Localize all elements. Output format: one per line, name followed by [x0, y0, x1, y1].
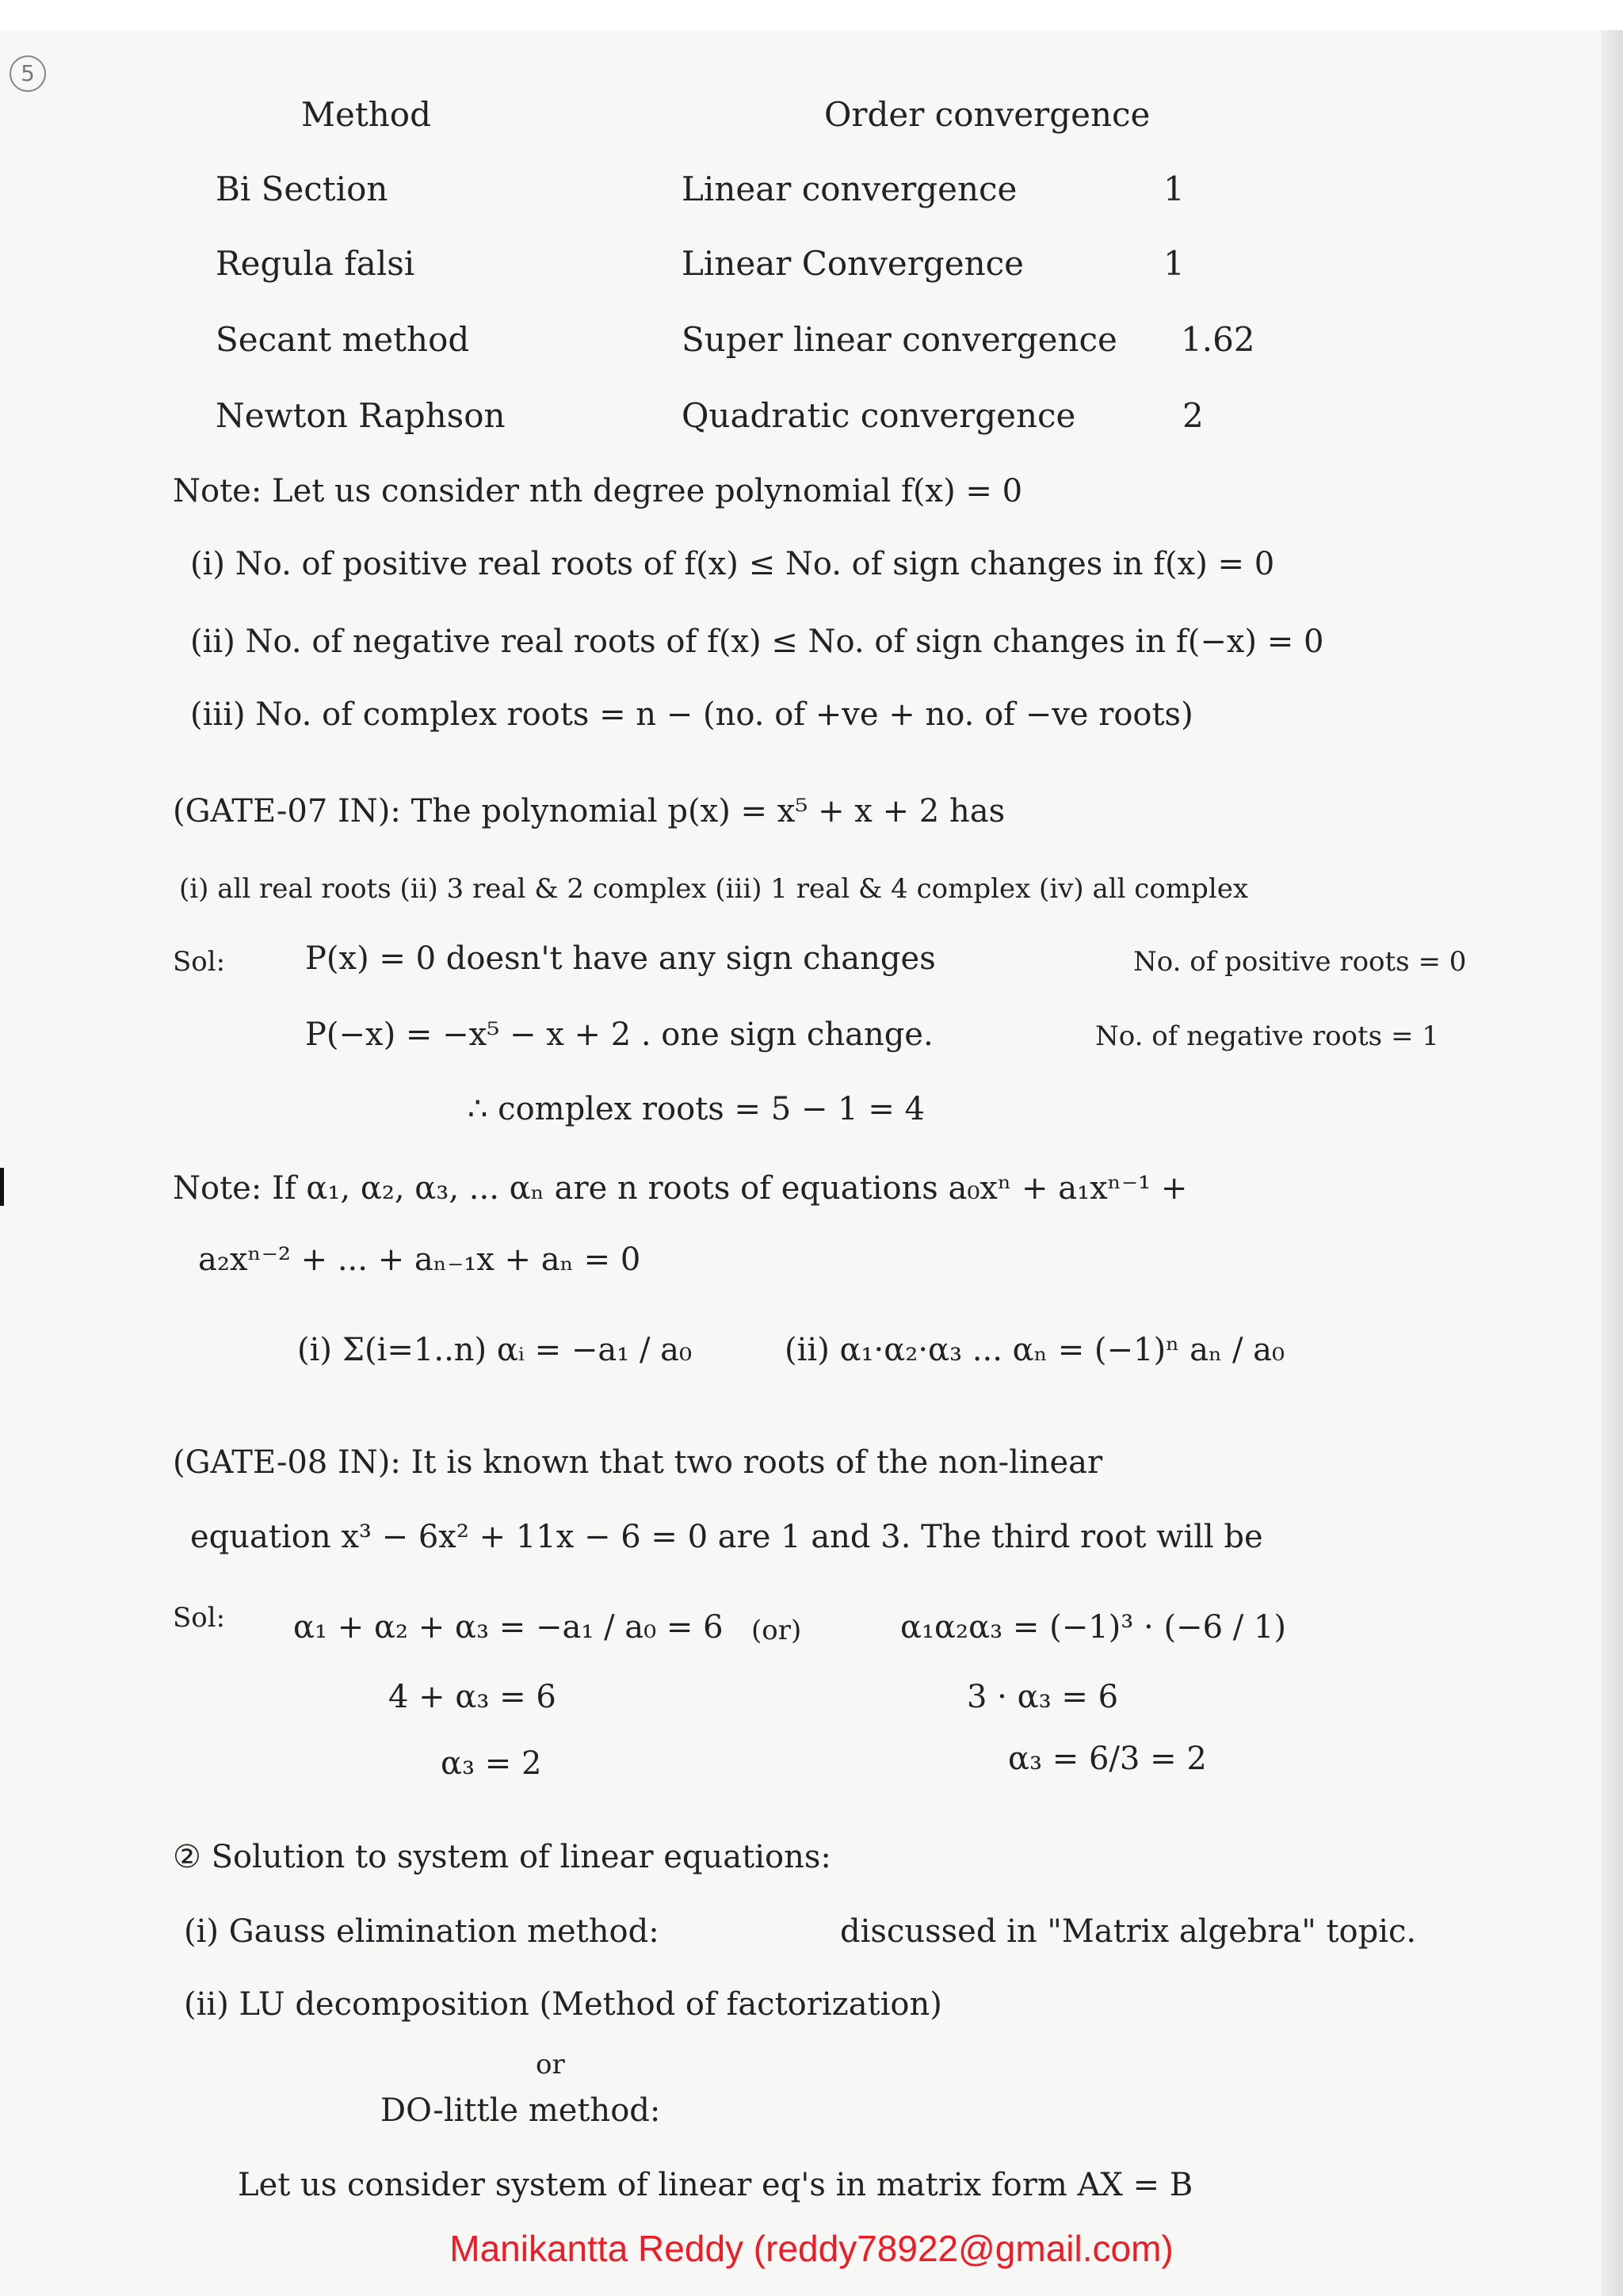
table-row-method: Newton Raphson: [216, 396, 506, 435]
solution-line: 3 · α₃ = 6: [967, 1679, 1119, 1715]
paper-sheet: [0, 30, 1623, 2296]
scan-edge-mark: [0, 1168, 4, 1206]
solution-label: Sol:: [173, 1602, 226, 1634]
note-formula: (i) Σ(i=1..n) αᵢ = −a₁ / a₀: [297, 1332, 693, 1368]
note-formula: (ii) α₁·α₂·α₃ ... αₙ = (−1)ⁿ aₙ / a₀: [785, 1332, 1285, 1368]
table-row-order: 2: [1182, 396, 1204, 435]
note-item: (iii) No. of complex roots = n − (no. of +ve + no. of −ve roots): [190, 696, 1193, 733]
table-row-order: 1: [1163, 170, 1185, 208]
solution-label: Sol:: [173, 946, 226, 978]
solution-line: P(x) = 0 doesn't have any sign changes: [305, 940, 936, 977]
table-row-method: Secant method: [216, 320, 470, 359]
gate-options: (i) all real roots (ii) 3 real & 2 complex (iii) 1 real & 4 complex (iv) all complex: [179, 873, 1248, 905]
solution-line: ∴ complex roots = 5 − 1 = 4: [468, 1091, 925, 1127]
solution-line: P(−x) = −x⁵ − x + 2 . one sign change.: [305, 1016, 934, 1053]
scan-background: [0, 0, 1623, 30]
table-row-convergence: Linear convergence: [682, 170, 1018, 208]
note-equation: a₂xⁿ⁻² + ... + aₙ₋₁x + aₙ = 0: [198, 1241, 641, 1278]
solution-line: α₃ = 6/3 = 2: [1008, 1741, 1207, 1777]
table-row-order: 1: [1163, 244, 1185, 283]
solution-line: 4 + α₃ = 6: [388, 1679, 556, 1715]
table-row-method: Regula falsi: [216, 244, 415, 283]
note-item: (ii) No. of negative real roots of f(x) ≤ No. of sign changes in f(−x) = 0: [190, 624, 1324, 660]
section-item: DO-little method:: [380, 2092, 661, 2129]
solution-line: α₁ + α₂ + α₃ = −a₁ / a₀ = 6: [293, 1609, 724, 1646]
note-heading: Note: Let us consider nth degree polynomial f(x) = 0: [173, 473, 1023, 509]
table-row-method: Bi Section: [216, 170, 388, 208]
solution-line: α₃ = 2: [441, 1745, 542, 1782]
section-text: Let us consider system of linear eq's in matrix form AX = B: [238, 2167, 1193, 2203]
section-item: (ii) LU decomposition (Method of factorization): [184, 1986, 942, 2023]
table-row-convergence: Super linear convergence: [682, 320, 1117, 359]
solution-line: α₁α₂α₃ = (−1)³ · (−6 / 1): [900, 1609, 1286, 1646]
table-row-convergence: Linear Convergence: [682, 244, 1024, 283]
note-item: (i) No. of positive real roots of f(x) ≤ No. of sign changes in f(x) = 0: [190, 546, 1275, 582]
page-number: 5: [10, 55, 46, 92]
author-footer: Manikantta Reddy (reddy78922@gmail.com): [449, 2228, 1174, 2269]
table-row-order: 1.62: [1181, 320, 1255, 359]
section-or: or: [536, 2049, 565, 2081]
gate-question: equation x³ − 6x² + 11x − 6 = 0 are 1 and 3. The third root will be: [190, 1519, 1263, 1555]
table-row-convergence: Quadratic convergence: [682, 396, 1076, 435]
paper-edge-shadow: [1601, 30, 1623, 2296]
gate-question: (GATE-08 IN): It is known that two roots of the non-linear: [173, 1444, 1103, 1481]
table-header-method: Method: [301, 95, 431, 134]
solution-result: No. of positive roots = 0: [1133, 946, 1467, 978]
note-heading: Note: If α₁, α₂, α₃, ... αₙ are n roots of equations a₀xⁿ + a₁xⁿ⁻¹ +: [173, 1170, 1188, 1207]
section-item-note: discussed in "Matrix algebra" topic.: [840, 1913, 1417, 1950]
section-item: (i) Gauss elimination method:: [184, 1913, 659, 1950]
solution-result: No. of negative roots = 1: [1095, 1020, 1439, 1052]
section-heading: ② Solution to system of linear equations:: [173, 1839, 831, 1875]
table-header-order: Order convergence: [824, 95, 1151, 134]
gate-question: (GATE-07 IN): The polynomial p(x) = x⁵ + x + 2 has: [173, 793, 1006, 830]
solution-or: (or): [751, 1615, 802, 1646]
